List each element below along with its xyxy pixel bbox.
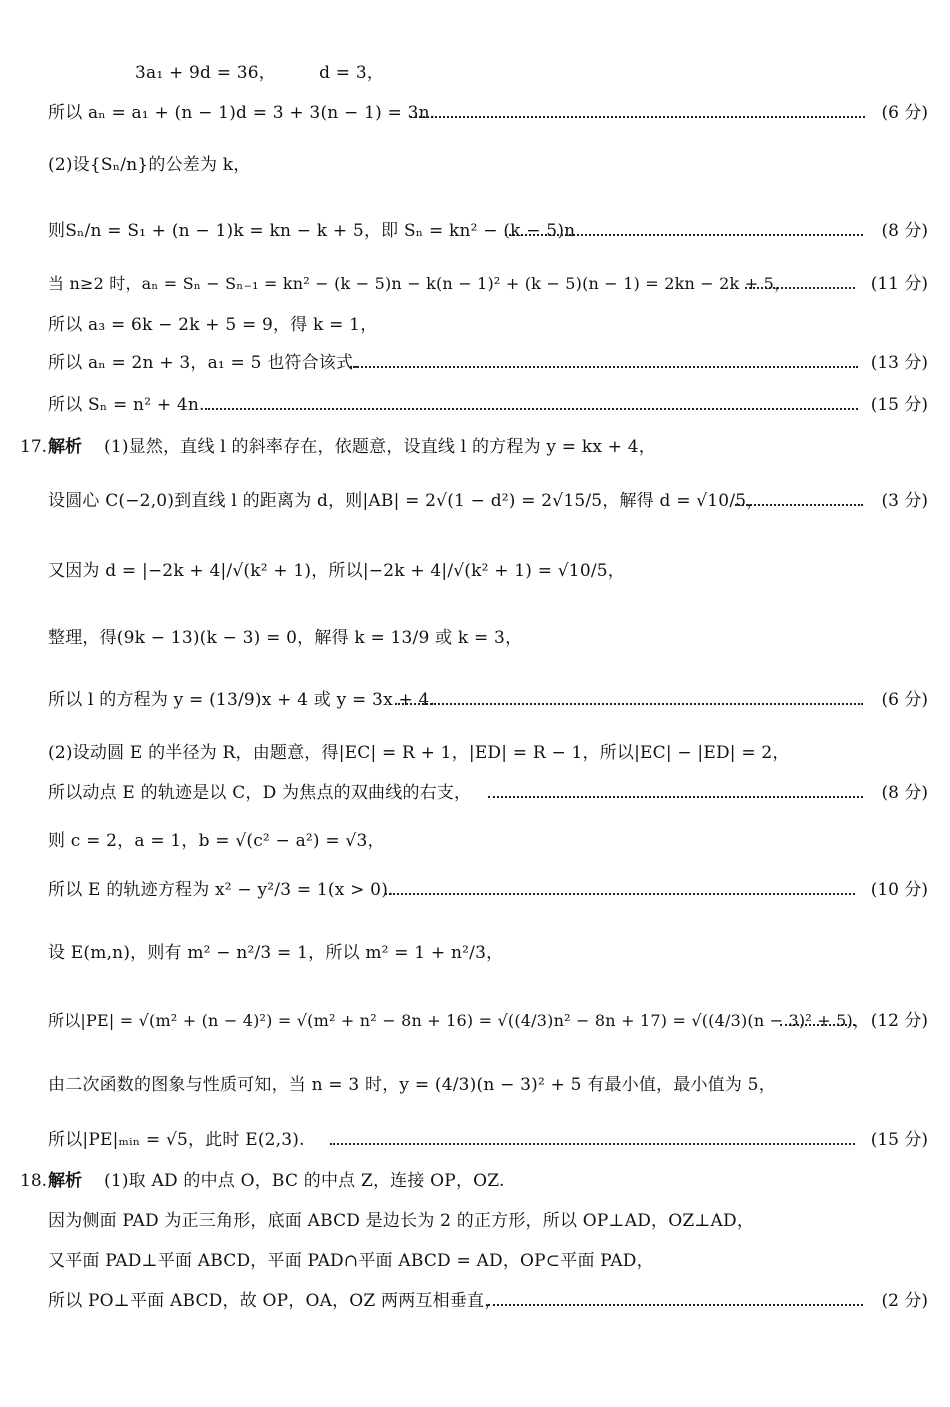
- line-text: 所以 aₙ = a₁ + (n − 1)d = 3 + 3(n − 1) = 3n.: [48, 103, 436, 123]
- text-line-17: [0, 875, 950, 905]
- text-line-6: [0, 310, 950, 340]
- text-line-16: [0, 826, 950, 856]
- line-text: 整理，得(9k − 13)(k − 3) = 0，解得 k = 13/9 或 k = 3，: [48, 628, 523, 648]
- text-line-24: [0, 1246, 950, 1276]
- line-text: 设 E(m,n)，则有 m² − n²/3 = 1，所以 m² = 1 + n²/3，: [48, 943, 504, 963]
- problem-number: 18.: [20, 1171, 48, 1191]
- problem-number: 17.: [20, 437, 48, 457]
- line-text: 3a₁ + 9d = 36， d = 3，: [135, 63, 385, 83]
- dotted-leader: [488, 1304, 863, 1306]
- text-line-3: [0, 150, 950, 180]
- text-line-1: [0, 58, 950, 88]
- text-line-18: [0, 938, 950, 968]
- text-line-13: [0, 685, 950, 715]
- line-text: 所以 PO⊥平面 ABCD，故 OP，OA，OZ 两两互相垂直，: [48, 1291, 502, 1311]
- line-text: (2)设动圆 E 的半径为 R，由题意，得|EC| = R + 1，|ED| = R − 1，所以|EC| − |ED| = 2，: [48, 743, 790, 763]
- text-line-20: [0, 1070, 950, 1100]
- dotted-leader: [745, 287, 855, 289]
- score-label: (3 分): [881, 491, 928, 511]
- line-text: 则 c = 2，a = 1，b = √(c² − a²) = √3，: [48, 831, 385, 851]
- line-text: 因为侧面 PAD 为正三角形，底面 ABCD 是边长为 2 的正方形，所以 OP⊥AD，OZ⊥AD，: [48, 1211, 755, 1231]
- text-line-11: [0, 556, 950, 586]
- dotted-leader: [385, 893, 855, 895]
- line-text: (1)显然，直线 l 的斜率存在，依题意，设直线 l 的方程为 y = kx + 4，: [104, 437, 656, 457]
- dotted-leader: [505, 234, 863, 236]
- text-line-25: [0, 1286, 950, 1316]
- text-line-8: [0, 390, 950, 420]
- dotted-leader: [330, 1143, 855, 1145]
- text-line-21: [0, 1125, 950, 1155]
- text-line-23: [0, 1206, 950, 1236]
- problem-17-header: [0, 432, 950, 462]
- text-line-15: [0, 778, 950, 808]
- analysis-label: 解析: [48, 1171, 82, 1191]
- dotted-leader: [410, 116, 865, 118]
- score-label: (12 分): [870, 1011, 928, 1031]
- score-label: (10 分): [870, 880, 928, 900]
- line-text: 所以 a₃ = 6k − 2k + 5 = 9，得 k = 1，: [48, 315, 378, 335]
- score-label: (6 分): [881, 103, 928, 123]
- line-text: 所以 l 的方程为 y = (13/9)x + 4 或 y = 3x + 4.: [48, 690, 436, 710]
- problem-18-header: [0, 1166, 950, 1196]
- score-label: (8 分): [881, 221, 928, 241]
- line-text: 则Sₙ/n = S₁ + (n − 1)k = kn − k + 5，即 Sₙ = kn² − (k − 5)n.: [48, 221, 581, 241]
- line-text: 所以 E 的轨迹方程为 x² − y²/3 = 1(x > 0).: [48, 880, 394, 900]
- score-label: (11 分): [870, 274, 928, 294]
- line-text: 当 n≥2 时，aₙ = Sₙ − Sₙ₋₁ = kn² − (k − 5)n − k(n − 1)² + (k − 5)(n − 1) = 2kn − 2k + 5，: [48, 274, 791, 293]
- line-text: 所以动点 E 的轨迹是以 C，D 为焦点的双曲线的右支，: [48, 783, 472, 803]
- line-text: (1)取 AD 的中点 O，BC 的中点 Z，连接 OP，OZ.: [104, 1171, 505, 1191]
- text-line-4: [0, 216, 950, 246]
- dotted-leader: [395, 703, 863, 705]
- score-label: (8 分): [881, 783, 928, 803]
- line-text: 所以|PE|ₘᵢₙ = √5，此时 E(2,3).: [48, 1130, 305, 1150]
- score-label: (15 分): [870, 395, 928, 415]
- score-label: (2 分): [881, 1291, 928, 1311]
- text-line-14: [0, 738, 950, 768]
- line-text: 又平面 PAD⊥平面 ABCD，平面 PAD∩平面 ABCD = AD，OP⊂平面 PAD，: [48, 1251, 654, 1271]
- text-line-19: [0, 1006, 950, 1036]
- dotted-leader: [488, 796, 863, 798]
- line-text: 所以 Sₙ = n² + 4n.: [48, 395, 205, 415]
- text-line-5: [0, 269, 950, 299]
- line-text: 设圆心 C(−2,0)到直线 l 的距离为 d，则|AB| = 2√(1 − d²) = 2√15/5，解得 d = √10/5，: [48, 491, 764, 511]
- score-label: (13 分): [870, 353, 928, 373]
- line-text: 所以|PE| = √(m² + (n − 4)²) = √(m² + n² − 8n + 16) = √((4/3)n² − 8n + 17) = √((4/3)(n − 3)² + 5)，: [48, 1011, 870, 1030]
- text-line-10: [0, 486, 950, 516]
- line-text: 由二次函数的图象与性质可知，当 n = 3 时，y = (4/3)(n − 3)² + 5 有最小值，最小值为 5，: [48, 1075, 776, 1095]
- dotted-leader: [780, 1024, 855, 1026]
- score-label: (6 分): [881, 690, 928, 710]
- line-text: 所以 aₙ = 2n + 3，a₁ = 5 也符合该式.: [48, 353, 359, 373]
- dotted-leader: [205, 408, 858, 410]
- analysis-label: 解析: [48, 437, 82, 457]
- text-line-7: [0, 348, 950, 378]
- dotted-leader: [735, 504, 863, 506]
- line-text: (2)设{Sₙ/n}的公差为 k，: [48, 155, 251, 175]
- text-line-2: [0, 98, 950, 128]
- line-text: 又因为 d = |−2k + 4|/√(k² + 1)，所以|−2k + 4|/√(k² + 1) = √10/5，: [48, 561, 625, 581]
- score-label: (15 分): [870, 1130, 928, 1150]
- text-line-12: [0, 623, 950, 653]
- dotted-leader: [350, 366, 858, 368]
